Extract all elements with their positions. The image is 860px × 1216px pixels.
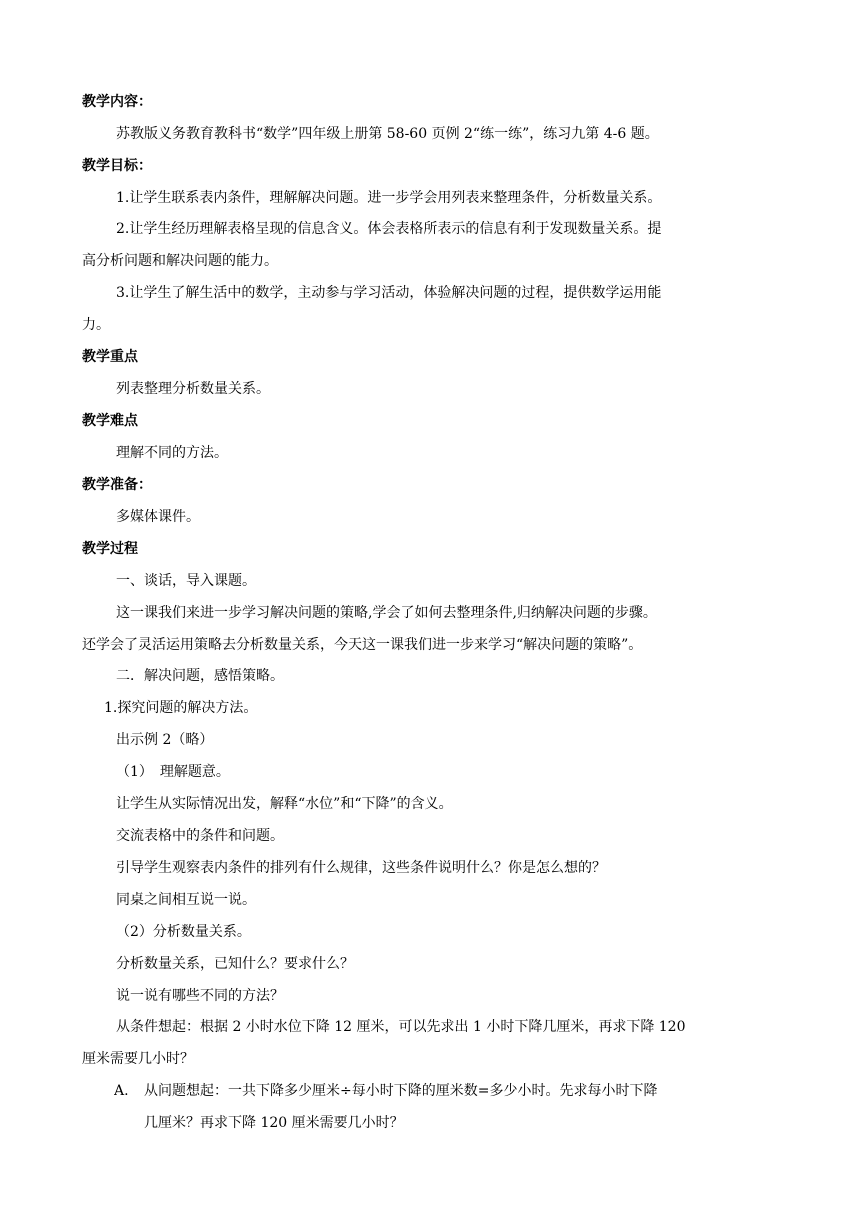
section-1-paragraph-line-2: 还学会了灵活运用策略去分析数量关系，今天这一课我们进一步来学习“解决问题的策略”。 xyxy=(82,637,643,653)
paragraph-difficulty: 理解不同的方法。 xyxy=(116,445,228,461)
step-1-line-c: 引导学生观察表内条件的排列有什么规律，这些条件说明什么？你是怎么想的？ xyxy=(116,860,606,876)
section-1-title: 一、谈话，导入课题。 xyxy=(116,573,256,589)
step-2-line-c-2: 厘米需要几小时？ xyxy=(82,1051,194,1067)
goal-3-line-1: 3.让学生了解生活中的数学，主动参与学习活动，体验解决问题的过程，提供数学运用能 xyxy=(116,285,662,301)
heading-teaching-goals: 教学目标： xyxy=(82,158,152,174)
heading-difficulty: 教学难点 xyxy=(82,413,138,429)
item-a-line-2: 几厘米？再求下降 120 厘米需要几小时？ xyxy=(144,1115,404,1131)
step-2-line-b: 说一说有哪些不同的方法？ xyxy=(116,988,284,1004)
step-1-line-b: 交流表格中的条件和问题。 xyxy=(116,828,284,844)
section-2-title: 二．解决问题，感悟策略。 xyxy=(116,668,284,684)
step-1-line-a: 让学生从实际情况出发，解释“水位”和“下降”的含义。 xyxy=(116,796,453,812)
goal-2-line-1: 2.让学生经历理解表格呈现的信息含义。体会表格所表示的信息有利于发现数量关系。提 xyxy=(116,221,662,237)
goal-2-line-2: 高分析问题和解决问题的能力。 xyxy=(82,253,278,269)
heading-process: 教学过程 xyxy=(82,541,138,557)
paragraph-preparation: 多媒体课件。 xyxy=(116,509,200,525)
section-1-paragraph-line-1: 这一课我们来进一步学习解决问题的策略,学会了如何去整理条件,归纳解决问题的步骤。 xyxy=(116,605,657,621)
step-2-title: （2）分析数量关系。 xyxy=(116,924,251,940)
paragraph-teaching-content: 苏教版义务教育教科书“数学”四年级上册第 58-60 页例 2“练一练”，练习九第 4-6 题。 xyxy=(116,126,659,142)
step-1-line-d: 同桌之间相互说一说。 xyxy=(116,892,256,908)
step-2-line-c-1: 从条件想起：根据 2 小时水位下降 12 厘米，可以先求出 1 小时下降几厘米，再求下降 120 xyxy=(116,1019,686,1035)
heading-key-point: 教学重点 xyxy=(82,349,138,365)
item-a-line-1: 从问题想起：一共下降多少厘米÷每小时下降的厘米数=多少小时。先求每小时下降 xyxy=(144,1083,658,1099)
example-line: 出示例 2（略） xyxy=(116,732,214,748)
goal-3-line-2: 力。 xyxy=(82,317,110,333)
step-1-title: （1） 理解题意。 xyxy=(116,764,230,780)
heading-preparation: 教学准备： xyxy=(82,477,152,493)
list-marker-a: A. xyxy=(114,1083,129,1099)
heading-teaching-content: 教学内容： xyxy=(82,94,152,110)
step-2-line-a: 分析数量关系，已知什么？要求什么？ xyxy=(116,956,354,972)
goal-1: 1.让学生联系表内条件，理解解决问题。进一步学会用列表来整理条件，分析数量关系。 xyxy=(116,190,662,206)
section-2-subtitle: 1.探究问题的解决方法。 xyxy=(104,700,258,716)
paragraph-key-point: 列表整理分析数量关系。 xyxy=(116,381,270,397)
